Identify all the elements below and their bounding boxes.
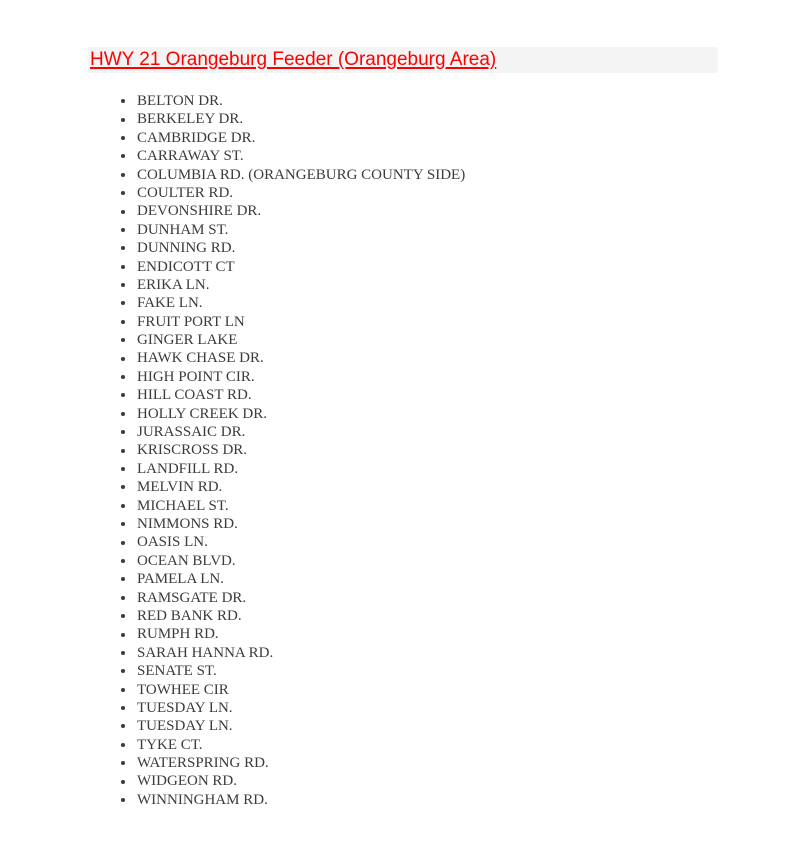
street-list-item: BERKELEY DR.: [0, 110, 800, 128]
street-list-item: COLUMBIA RD. (ORANGEBURG COUNTY SIDE): [0, 166, 800, 184]
street-list-item: SENATE ST.: [0, 662, 800, 680]
street-list-item: WIDGEON RD.: [0, 772, 800, 790]
street-list-item: DEVONSHIRE DR.: [0, 202, 800, 220]
street-list-item: FRUIT PORT LN: [0, 313, 800, 331]
street-list-item: SARAH HANNA RD.: [0, 644, 800, 662]
street-list: [0, 92, 800, 809]
street-list-item: HIGH POINT CIR.: [0, 368, 800, 386]
street-list-item: FAKE LN.: [0, 294, 800, 312]
street-list-item: BELTON DR.: [0, 92, 800, 110]
street-list-item: JURASSAIC DR.: [0, 423, 800, 441]
page-title: HWY 21 Orangeburg Feeder (Orangeburg Area): [90, 49, 497, 70]
street-list-item: COULTER RD.: [0, 184, 800, 202]
street-list-item: OASIS LN.: [0, 533, 800, 551]
street-list-item: HILL COAST RD.: [0, 386, 800, 404]
street-list-item: NIMMONS RD.: [0, 515, 800, 533]
street-list-item: DUNNING RD.: [0, 239, 800, 257]
street-list-item: RAMSGATE DR.: [0, 589, 800, 607]
street-list-item: WATERSPRING RD.: [0, 754, 800, 772]
street-list-item: TOWHEE CIR: [0, 681, 800, 699]
street-list-item: LANDFILL RD.: [0, 460, 800, 478]
street-list-item: HOLLY CREEK DR.: [0, 405, 800, 423]
street-list-item: TYKE CT.: [0, 736, 800, 754]
street-list-item: MICHAEL ST.: [0, 497, 800, 515]
street-list-item: TUESDAY LN.: [0, 717, 800, 735]
street-list-item: CAMBRIDGE DR.: [0, 129, 800, 147]
street-list-item: RUMPH RD.: [0, 625, 800, 643]
street-list-item: GINGER LAKE: [0, 331, 800, 349]
street-list-item: MELVIN RD.: [0, 478, 800, 496]
street-list-item: PAMELA LN.: [0, 570, 800, 588]
street-list-item: OCEAN BLVD.: [0, 552, 800, 570]
street-list-item: CARRAWAY ST.: [0, 147, 800, 165]
street-list-item: ERIKA LN.: [0, 276, 800, 294]
street-list-item: TUESDAY LN.: [0, 699, 800, 717]
street-list-item: RED BANK RD.: [0, 607, 800, 625]
street-list-item: ENDICOTT CT: [0, 258, 800, 276]
street-list-item: DUNHAM ST.: [0, 221, 800, 239]
street-list-item: HAWK CHASE DR.: [0, 349, 800, 367]
street-list-item: KRISCROSS DR.: [0, 441, 800, 459]
heading-highlight-bar: [88, 47, 718, 73]
street-list-item: WINNINGHAM RD.: [0, 791, 800, 809]
